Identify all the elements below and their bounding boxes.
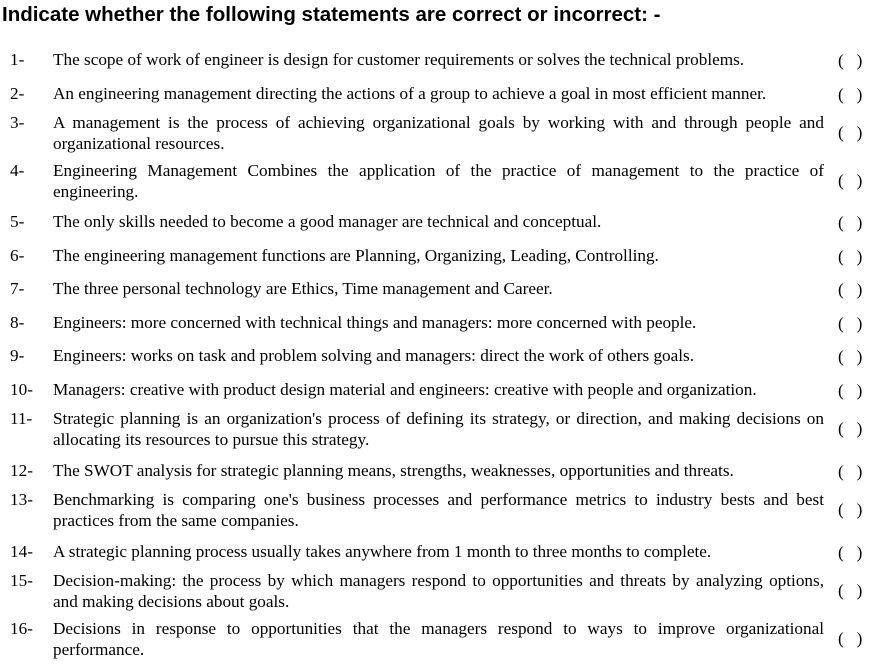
question-item xyxy=(0,273,882,307)
question-item xyxy=(0,111,882,159)
question-text: A management is the process of achieving organizational goals by working with and through people and organizational resources. xyxy=(53,111,824,154)
answer-box[interactable]: ( ) xyxy=(838,279,878,300)
question-item xyxy=(0,240,882,274)
question-text: Decision-making: the process by which managers respond to opportunities and threats by analyzing options, and making decisions about goals. xyxy=(53,569,824,612)
question-item xyxy=(0,488,882,536)
question-item xyxy=(0,340,882,374)
answer-box[interactable]: ( ) xyxy=(838,313,878,334)
question-number: 1- xyxy=(0,44,53,70)
question-number: 11- xyxy=(0,407,53,429)
question-item xyxy=(0,569,882,617)
question-number: 8- xyxy=(0,307,53,333)
answer-box[interactable]: ( ) xyxy=(838,580,878,601)
answer-box[interactable]: ( ) xyxy=(838,380,878,401)
question-text: An engineering management directing the actions of a group to achieve a goal in most efficient manner. xyxy=(53,78,824,104)
question-number: 15- xyxy=(0,569,53,591)
answer-box[interactable]: ( ) xyxy=(838,628,878,649)
question-number: 7- xyxy=(0,273,53,299)
question-text: Decisions in response to opportunities that the managers respond to ways to improve organizational performance. xyxy=(53,617,824,660)
question-item xyxy=(0,536,882,570)
question-item xyxy=(0,206,882,240)
question-number: 12- xyxy=(0,455,53,481)
question-item xyxy=(0,159,882,207)
question-number: 6- xyxy=(0,240,53,266)
question-number: 3- xyxy=(0,111,53,133)
question-text: Engineers: more concerned with technical things and managers: more concerned with people. xyxy=(53,307,824,333)
answer-box[interactable]: ( ) xyxy=(838,84,878,105)
question-number: 14- xyxy=(0,536,53,562)
question-number: 10- xyxy=(0,374,53,400)
question-number: 13- xyxy=(0,488,53,510)
question-text: The three personal technology are Ethics, Time management and Career. xyxy=(53,273,824,299)
answer-box[interactable]: ( ) xyxy=(838,246,878,267)
question-number: 5- xyxy=(0,206,53,232)
question-item xyxy=(0,617,882,664)
question-text: The scope of work of engineer is design for customer requirements or solves the technical problems. xyxy=(53,44,824,70)
page-title: Indicate whether the following statements are correct or incorrect: - xyxy=(2,0,660,30)
answer-box[interactable]: ( ) xyxy=(838,212,878,233)
answer-box[interactable]: ( ) xyxy=(838,542,878,563)
question-text: The SWOT analysis for strategic planning means, strengths, weaknesses, opportunities and threats. xyxy=(53,455,824,481)
question-number: 4- xyxy=(0,159,53,181)
question-text: The only skills needed to become a good manager are technical and conceptual. xyxy=(53,206,824,232)
question-item xyxy=(0,307,882,341)
answer-box[interactable]: ( ) xyxy=(838,170,878,191)
answer-box[interactable]: ( ) xyxy=(838,418,878,439)
question-text: Engineers: works on task and problem solving and managers: direct the work of others goals. xyxy=(53,340,824,366)
question-text: Strategic planning is an organization's process of defining its strategy, or direction, and making decisions on allocating its resources to pursue this strategy. xyxy=(53,407,824,450)
question-text: Engineering Management Combines the application of the practice of management to the practice of engineering. xyxy=(53,159,824,202)
question-text: Managers: creative with product design material and engineers: creative with people and organization. xyxy=(53,374,824,400)
question-item xyxy=(0,455,882,489)
question-text: The engineering management functions are Planning, Organizing, Leading, Controlling. xyxy=(53,240,824,266)
question-item xyxy=(0,78,882,112)
answer-box[interactable]: ( ) xyxy=(838,346,878,367)
answer-box[interactable]: ( ) xyxy=(838,461,878,482)
answer-box[interactable]: ( ) xyxy=(838,50,878,71)
question-item xyxy=(0,407,882,455)
question-number: 16- xyxy=(0,617,53,639)
question-item xyxy=(0,374,882,408)
question-text: Benchmarking is comparing one's business processes and performance metrics to industry bests and best practices from the same companies. xyxy=(53,488,824,531)
question-list xyxy=(0,44,882,664)
question-number: 2- xyxy=(0,78,53,104)
question-number: 9- xyxy=(0,340,53,366)
answer-box[interactable]: ( ) xyxy=(838,122,878,143)
answer-box[interactable]: ( ) xyxy=(838,499,878,520)
question-item xyxy=(0,44,882,78)
question-text: A strategic planning process usually takes anywhere from 1 month to three months to complete. xyxy=(53,536,824,562)
